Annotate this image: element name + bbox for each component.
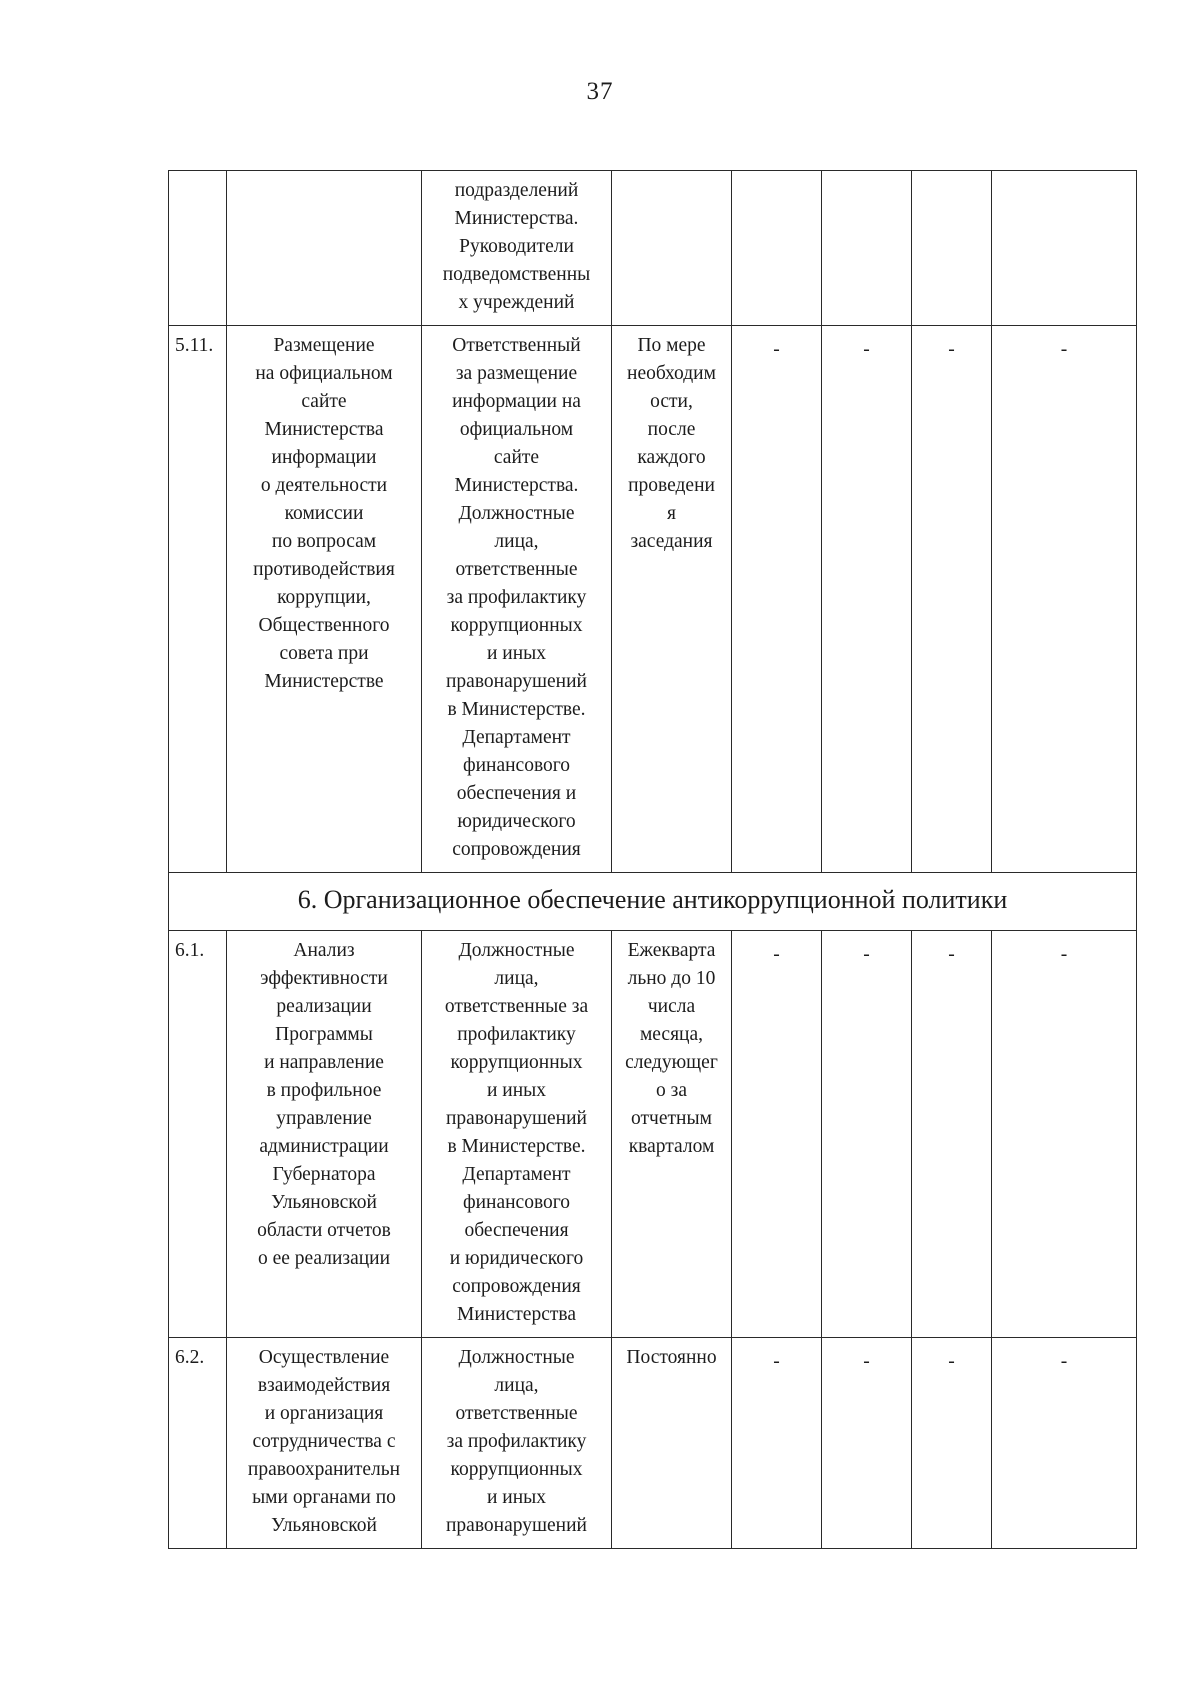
row-number-cell <box>169 171 227 326</box>
table-row <box>169 931 1137 1338</box>
dash-mark: - <box>1060 1351 1068 1372</box>
deadline-cell <box>612 1338 732 1549</box>
dash-mark: - <box>863 1351 870 1372</box>
deadline-text: Ежекварта льно до 10 числа месяца, следующег о за отчетным кварталом <box>625 940 718 1157</box>
dash-mark: - <box>773 1351 780 1372</box>
responsible-text: Должностные лица, ответственные за профилактику коррупционных и иных правонарушений <box>446 1347 587 1536</box>
row-number: 6.1. <box>175 940 205 961</box>
dash-mark: - <box>948 944 955 965</box>
deadline-text: Постоянно <box>626 1347 717 1368</box>
row-number: 5.11. <box>175 335 214 356</box>
dash-mark: - <box>948 1351 955 1372</box>
dash-mark: - <box>773 944 780 965</box>
dash-mark: - <box>948 339 955 360</box>
row-number-cell <box>169 1338 227 1549</box>
responsible-cell <box>422 1338 612 1549</box>
measure-text: Осуществление взаимодействия и организация сотрудничества с правоохранительн ыми органами по Ульяновской <box>247 1347 401 1536</box>
value-cell <box>992 326 1137 873</box>
deadline-text: По мере необходим ости, после каждого проведени я заседания <box>627 335 716 552</box>
responsible-cell <box>422 931 612 1338</box>
measure-cell <box>227 1338 422 1549</box>
value-cell <box>912 171 992 326</box>
section-heading-cell <box>169 873 1137 931</box>
value-cell <box>912 931 992 1338</box>
measure-cell <box>227 931 422 1338</box>
table-row <box>169 171 1137 326</box>
row-number-cell <box>169 931 227 1338</box>
responsible-cell <box>422 326 612 873</box>
page-number: 37 <box>586 78 614 105</box>
measure-text: Размещение на официальном сайте Министерства информации о деятельности комиссии по вопросам противодействия коррупции, Общественного совета при Министерстве <box>253 335 395 692</box>
measure-cell <box>227 171 422 326</box>
section-heading-row <box>169 873 1137 931</box>
value-cell <box>912 326 992 873</box>
value-cell <box>992 931 1137 1338</box>
value-cell <box>732 171 822 326</box>
value-cell <box>822 326 912 873</box>
value-cell <box>822 171 912 326</box>
value-cell <box>732 931 822 1338</box>
dash-mark: - <box>863 944 870 965</box>
row-number: 6.2. <box>175 1347 205 1368</box>
section-title: 6. Организационное обеспечение антикоррупционной политики <box>297 885 1008 914</box>
dash-mark: - <box>1060 339 1068 360</box>
row-number-cell <box>169 326 227 873</box>
value-cell <box>732 1338 822 1549</box>
table-row <box>169 326 1137 873</box>
value-cell <box>822 1338 912 1549</box>
value-cell <box>992 171 1137 326</box>
deadline-cell <box>612 171 732 326</box>
dash-mark: - <box>773 339 780 360</box>
value-cell <box>822 931 912 1338</box>
responsible-text: Должностные лица, ответственные за профилактику коррупционных и иных правонарушений в Министерстве. Департамент финансового обеспечения и юридического сопровождения Министерства <box>444 940 589 1325</box>
responsible-text: Ответственный за размещение информации на официальном сайте Министерства. Должностные лица, ответственные за профилактику коррупционных и иных правонарушений в Министерстве. Департамент финансового обеспечения и юридического сопровождения <box>446 335 587 860</box>
responsible-text: подразделений Министерства. Руководители подведомственны х учреждений <box>442 180 591 313</box>
responsible-cell <box>422 171 612 326</box>
value-cell <box>992 1338 1137 1549</box>
deadline-cell <box>612 326 732 873</box>
dash-mark: - <box>863 339 870 360</box>
value-cell <box>912 1338 992 1549</box>
measure-cell <box>227 326 422 873</box>
value-cell <box>732 326 822 873</box>
table-row <box>169 1338 1137 1549</box>
deadline-cell <box>612 931 732 1338</box>
measures-table <box>168 170 1137 1549</box>
dash-mark: - <box>1060 944 1068 965</box>
measure-text: Анализ эффективности реализации Программы и направление в профильное управление администрации Губернатора Ульяновской области отчетов о ее реализации <box>257 940 391 1269</box>
